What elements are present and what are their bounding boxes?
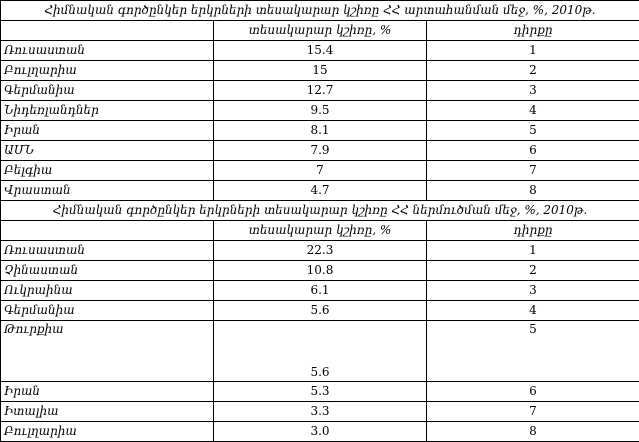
country-cell: Վրաստան — [1, 181, 214, 201]
rank-cell: 8 — [427, 422, 639, 442]
table-row — [1, 382, 639, 402]
rank-cell: 4 — [427, 301, 639, 321]
table-row — [1, 402, 639, 422]
table-row — [1, 141, 639, 161]
share-cell: 4.7 — [214, 181, 427, 201]
share-cell: 5.6 — [214, 301, 427, 321]
table-row — [1, 101, 639, 121]
country-cell: Իտալիա — [1, 402, 214, 422]
table-body — [1, 1, 639, 442]
share-cell: 5.6 — [214, 321, 427, 382]
table-row — [1, 121, 639, 141]
export-table-title: Հիմնական գործընկեր երկրների տեսակարար կշիռը ՀՀ արտահանման մեջ, %, 2010թ. — [1, 1, 639, 21]
rank-cell: 1 — [427, 41, 639, 61]
table-row — [1, 261, 639, 281]
rank-cell: 4 — [427, 101, 639, 121]
country-cell: Բուլղարիա — [1, 61, 214, 81]
import-title-row — [1, 201, 639, 221]
country-cell: Ուկրաինա — [1, 281, 214, 301]
country-cell: Նիդեռլանդներ — [1, 101, 214, 121]
share-cell: 5.3 — [214, 382, 427, 402]
rank-cell: 6 — [427, 382, 639, 402]
rank-cell: 2 — [427, 61, 639, 81]
share-cell: 3.3 — [214, 402, 427, 422]
import-header-country — [1, 221, 214, 241]
share-cell: 9.5 — [214, 101, 427, 121]
table-row — [1, 281, 639, 301]
share-cell: 8.1 — [214, 121, 427, 141]
table-row — [1, 61, 639, 81]
rank-cell: 3 — [427, 81, 639, 101]
country-cell: Բուլղարիա — [1, 422, 214, 442]
rank-cell: 6 — [427, 141, 639, 161]
country-cell: Իրան — [1, 382, 214, 402]
table-row — [1, 241, 639, 261]
rank-cell: 7 — [427, 402, 639, 422]
rank-cell: 1 — [427, 241, 639, 261]
share-cell: 3.0 — [214, 422, 427, 442]
share-cell: 10.8 — [214, 261, 427, 281]
country-cell: Գերմանիա — [1, 81, 214, 101]
table-row — [1, 161, 639, 181]
country-cell: Ռուսաստան — [1, 241, 214, 261]
import-header-share: տեսակարար կշիռը, % — [214, 221, 427, 241]
export-title-row — [1, 1, 639, 21]
share-cell: 15.4 — [214, 41, 427, 61]
table-row — [1, 301, 639, 321]
country-cell: Չինաստան — [1, 261, 214, 281]
export-header-share: տեսակարար կշիռը, % — [214, 21, 427, 41]
share-cell: 7.9 — [214, 141, 427, 161]
rank-cell: 5 — [427, 321, 639, 382]
country-cell: Ռուսաստան — [1, 41, 214, 61]
table-row — [1, 81, 639, 101]
table-row — [1, 181, 639, 201]
export-header-country — [1, 21, 214, 41]
country-cell: ԱՄՆ — [1, 141, 214, 161]
country-cell: Իրան — [1, 121, 214, 141]
import-table-title: Հիմնական գործընկեր երկրների տեսակարար կշիռը ՀՀ ներմուծման մեջ, %, 2010թ. — [1, 201, 639, 221]
country-cell: Թուրքիա — [1, 321, 214, 382]
export-header-rank: դիրքը — [427, 21, 639, 41]
table-row — [1, 321, 639, 382]
rank-cell: 2 — [427, 261, 639, 281]
export-header-row — [1, 21, 639, 41]
import-header-rank: դիրքը — [427, 221, 639, 241]
share-cell: 6.1 — [214, 281, 427, 301]
share-cell: 12.7 — [214, 81, 427, 101]
rank-cell: 5 — [427, 121, 639, 141]
table-row — [1, 41, 639, 61]
country-cell: Բելգիա — [1, 161, 214, 181]
share-cell: 22.3 — [214, 241, 427, 261]
share-cell: 15 — [214, 61, 427, 81]
rank-cell: 8 — [427, 181, 639, 201]
country-cell: Գերմանիա — [1, 301, 214, 321]
share-cell: 7 — [214, 161, 427, 181]
rank-cell: 3 — [427, 281, 639, 301]
import-header-row — [1, 221, 639, 241]
rank-cell: 7 — [427, 161, 639, 181]
